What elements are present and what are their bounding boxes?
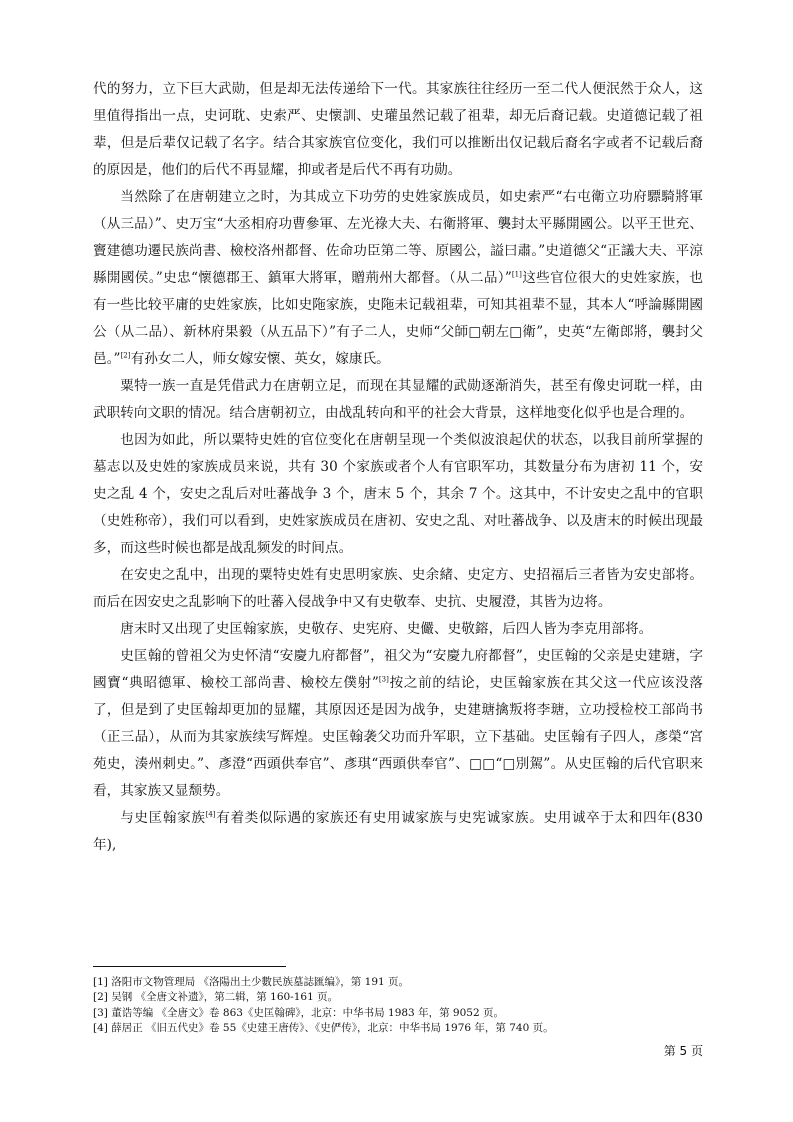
paragraph-text: 按之前的结论，史匡翰家族在其父这一代应该没落了，但是到了史匡翰却更加的显耀，其原因还是因为战争，史建瑭擒叛将李瑭，立功授检校工部尚书（正三品），从而为其家族续写辉煌。史匡翰袭父功而升军职，立下基础。史匡翰有子四人，彥榮“宮苑史，湊州刺史。”、彥澄“西頭供奉官”、彥琪“西頭供奉官”、□□“□別駕”。从史匡翰的后代官职来看，其家族又显颓势。	[93, 675, 703, 799]
paragraph: 粟特一族一直是凭借武力在唐朝立足，而现在其显耀的武勋逐渐消失，甚至有像史诃耽一样，由武职转向文职的情况。结合唐朝初立，由战乱转向和平的社会大背景，这样地变化似乎也是合理的。	[93, 378, 703, 421]
paragraph	[93, 184, 703, 373]
paragraph-text: 与史匡翰家族	[120, 810, 206, 826]
footnote: [2] 吴钢 《全唐文补遗》，第二辑，第 160-161 页。	[93, 991, 339, 1004]
paragraph-text: 有孙女二人，师女嫁安懷、英女，嫁康氏。	[130, 351, 390, 367]
footnote: [3] 董诰等编 《全唐文》卷 863《史匡翰碑》，北京：中华书局 1983 年，第 9052 页。	[93, 1006, 504, 1019]
page-number: 第 5 页	[663, 1044, 703, 1058]
paragraph: 唐末时又出现了史匡翰家族，史敬存、史宪府、史儼、史敬鎔，后四人皆为李克用部将。	[120, 621, 653, 637]
paragraph-text: 有着类似际遇的家族还有史用诚家族与史宪诚家族。史用诚卒于太和四年(830 年),	[93, 810, 703, 853]
paragraph-text: 史匡翰的曾祖父为史怀清“安慶九府都督”，祖父为“安慶九府都督”，史匡翰的父亲是史建瑭，字國寶“典昭德軍、檢校工部尚書、檢校左僕射”	[93, 648, 703, 691]
footnote-mark: [4]	[205, 810, 216, 819]
footnotes	[93, 975, 703, 1036]
paragraph: 代的努力，立下巨大武勋，但是却无法传递给下一代。其家族往往经历一至二代人便泯然于众人，这里值得指出一点，史诃耽、史索严、史懷訓、史瓘虽然记载了祖辈，却无后裔记载。史道德记载了祖辈，但是后辈仅记载了名字。结合其家族官位变化，我们可以推断出仅记载后裔名字或者不记载后裔的原因是，他们的后代不再显耀，抑或者是后代不再有功勋。	[93, 81, 703, 178]
footnote: [1] 洛阳市文物管理局 《洛陽出土少數民族墓誌匯编》，第 191 页。	[93, 976, 410, 988]
paragraph-text: 当然除了在唐朝建立之时，为其成立下功劳的史姓家族成员，如史索严“右屯衛立功府驃騎將軍（从三品）”、史万宝“大丞相府功曹參軍、左光祿大夫、右衛將軍、襲封太平縣開國公。以平王世充、竇建德功遷民族尚書、檢校洛州都督、佐命功臣第二等、原國公，謚曰肅。”史道德父“正議大夫、平涼縣開國侯。”史忠“懷德郡王、鎮軍大將軍，贈荊州大都督。（从二品）”	[93, 189, 703, 286]
paragraph	[93, 805, 703, 859]
paragraph	[93, 643, 703, 805]
footnote-mark: [2]	[120, 351, 131, 360]
paragraph: 也因为如此，所以粟特史姓的官位变化在唐朝呈现一个类似波浪起伏的状态，以我目前所掌握的墓志以及史姓的家族成员来说，共有 30 个家族或者个人有官职军功，其数量分布为唐初 11 个，安史之乱 4 个，安史之乱后对吐蕃战争 3 个，唐末 5 个，其余 7 个。这其中，不计安史之乱中的官职（史姓称帝），我们可以看到，史姓家族成员在唐初、安史之乱、对吐蕃战争、以及唐末的时候出现最多，而这些时候也都是战乱频发的时间点。	[93, 432, 703, 556]
main-text	[93, 76, 703, 859]
paragraph-text: 这些官位很大的史姓家族，也有一些比较平庸的史姓家族，比如史陁家族，史陁未记载祖辈，可知其祖辈不显，其本人“呼論縣開國公（从二品）、新林府果毅（从五品下）”有子二人，史师“父師□朝左□衛”，史英“左衛郎將，襲封父邑。”	[93, 270, 703, 367]
paragraph: 在安史之乱中，出现的粟特史姓有史思明家族、史余緒、史定方、史招福后三者皆为安史部将。而后在因安史之乱影响下的吐蕃入侵战争中又有史敬奉、史抗、史履澄，其皆为边将。	[93, 567, 703, 610]
footnote-mark: [3]	[378, 675, 389, 684]
footnote-mark: [1]	[511, 270, 522, 279]
footnote: [4] 薛居正 《旧五代史》卷 55《史建王唐传》、《史俨传》，北京：中华书局 1976 年，第 740 页。	[93, 1021, 554, 1034]
footnote-divider	[93, 966, 286, 967]
